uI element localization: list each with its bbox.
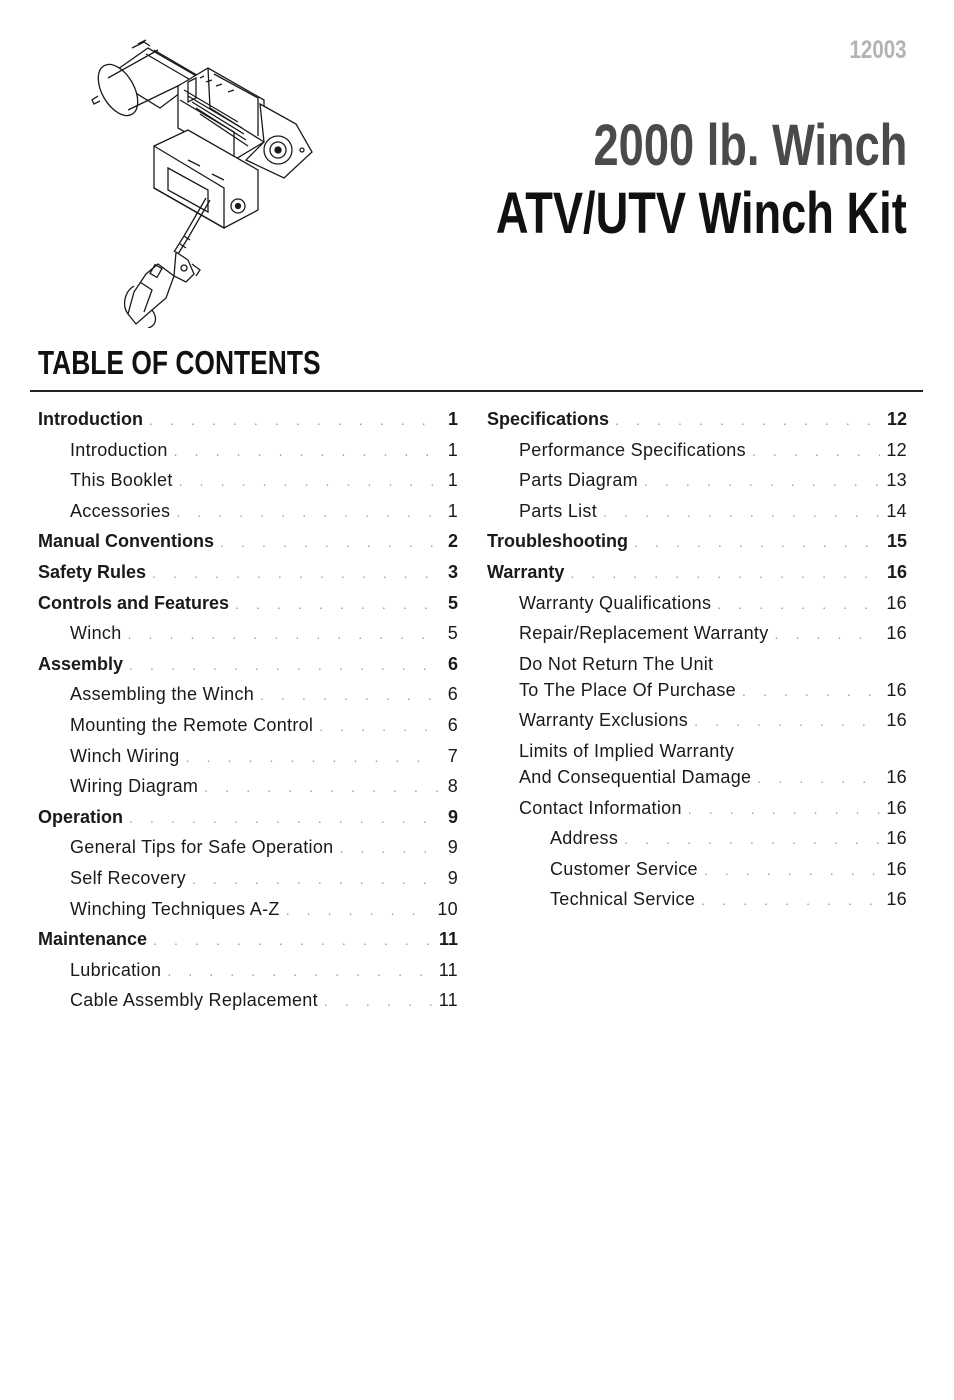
toc-dot-leader	[701, 892, 880, 908]
toc-page-number: 2	[447, 531, 458, 552]
toc-entry-label: Warranty	[487, 561, 565, 582]
toc-right-column	[487, 409, 907, 920]
toc-section-link[interactable]	[487, 562, 907, 593]
product-title: 2000 lb. Winch	[593, 113, 907, 178]
toc-subsection-link[interactable]	[38, 684, 458, 715]
toc-page-number: 1	[447, 439, 458, 460]
toc-subsection-link[interactable]	[38, 470, 458, 501]
toc-entry-label: Assembly	[38, 653, 124, 674]
toc-entry-label: Controls and Features	[38, 592, 230, 613]
toc-section-link[interactable]	[38, 593, 458, 624]
toc-section-link[interactable]	[38, 807, 458, 838]
toc-entry-label: To The Place Of Purchase	[519, 679, 736, 700]
toc-subsection-link[interactable]	[38, 501, 458, 532]
toc-page-number: 6	[447, 684, 458, 705]
toc-dot-leader	[204, 779, 438, 795]
toc-subsection-link[interactable]	[487, 828, 907, 859]
toc-page-number: 7	[447, 745, 458, 766]
toc-subsection-link[interactable]	[38, 837, 458, 868]
toc-page-number: 12	[886, 439, 907, 460]
toc-page-number: 16	[886, 561, 907, 582]
toc-page-number: 11	[438, 959, 458, 980]
toc-dot-leader	[235, 596, 438, 612]
toc-entry-label: And Consequential Damage	[519, 766, 752, 787]
toc-dot-leader	[174, 443, 438, 459]
toc-page-number: 1	[447, 409, 458, 429]
toc-entry-label: Introduction	[70, 439, 168, 460]
toc-dot-leader	[694, 713, 880, 729]
toc-dot-leader	[167, 963, 432, 979]
toc-page-number: 1	[447, 500, 458, 521]
toc-page-number: 9	[447, 867, 458, 888]
toc-page-number: 15	[886, 531, 907, 552]
product-subtitle: ATV/UTV Winch Kit	[496, 181, 907, 246]
toc-entry-label: Operation	[38, 806, 124, 827]
toc-section-link[interactable]	[38, 409, 458, 440]
toc-page-number: 16	[886, 592, 907, 613]
toc-subsection-link[interactable]	[487, 710, 907, 741]
toc-page-number: 12	[886, 409, 907, 429]
toc-entry-label: Parts List	[519, 500, 598, 521]
toc-dot-leader	[615, 412, 881, 428]
toc-dot-leader	[570, 565, 881, 581]
toc-dot-leader	[752, 443, 880, 459]
toc-entry-label: Parts Diagram	[519, 470, 638, 491]
winch-illustration	[88, 38, 320, 328]
toc-section-link[interactable]	[38, 929, 458, 960]
toc-subsection-link[interactable]	[38, 715, 458, 746]
toc-entry-label: Repair/Replacement Warranty	[519, 623, 769, 644]
toc-entry-label: Troubleshooting	[487, 531, 628, 552]
toc-subsection-link[interactable]	[38, 868, 458, 899]
toc-dot-leader	[153, 932, 433, 948]
toc-page-number: 16	[886, 828, 907, 849]
toc-page-number: 6	[447, 653, 458, 674]
toc-entry-label: Winching Techniques A-Z	[70, 898, 280, 919]
toc-page-number: 14	[886, 500, 907, 521]
toc-dot-leader	[220, 534, 438, 550]
toc-page-number: 1	[447, 470, 458, 491]
toc-dot-leader	[339, 840, 438, 856]
toc-subsection-link[interactable]	[487, 889, 907, 920]
toc-entry-label: Specifications	[487, 409, 610, 429]
toc-dot-leader	[186, 749, 438, 765]
toc-dot-leader	[603, 504, 880, 520]
toc-dot-leader	[742, 683, 880, 699]
toc-entry-label: Manual Conventions	[38, 531, 215, 552]
toc-entry-label: This Booklet	[70, 470, 173, 491]
toc-entry-label: Self Recovery	[70, 867, 186, 888]
toc-page-number: 16	[886, 889, 907, 910]
toc-left-column	[38, 409, 458, 1021]
toc-page-number: 16	[886, 623, 907, 644]
toc-page-number: 9	[447, 837, 458, 858]
toc-entry-label: General Tips for Safe Operation	[70, 837, 334, 858]
toc-dot-leader	[192, 871, 438, 887]
toc-subsection-link[interactable]	[487, 741, 907, 767]
toc-dot-leader	[688, 801, 881, 817]
toc-page-number: 16	[886, 797, 907, 818]
toc-page-number: 10	[437, 898, 458, 919]
toc-dot-leader	[149, 412, 438, 428]
toc-dot-leader	[176, 504, 438, 520]
toc-entry-label: Winch	[70, 623, 122, 644]
toc-subsection-link[interactable]	[38, 960, 458, 991]
toc-section-link[interactable]	[38, 654, 458, 685]
toc-dot-leader	[179, 473, 438, 489]
toc-subsection-link[interactable]	[487, 470, 907, 501]
toc-page-number: 16	[886, 710, 907, 731]
toc-page-number: 11	[438, 990, 458, 1011]
toc-section-link[interactable]	[38, 531, 458, 562]
model-number: 12003	[849, 36, 907, 64]
toc-subsection-link[interactable]	[38, 990, 458, 1021]
winch-hook-drawing	[125, 252, 200, 328]
toc-subsection-link[interactable]	[38, 440, 458, 471]
toc-subsection-link[interactable]	[38, 623, 458, 654]
toc-section-link[interactable]	[487, 531, 907, 562]
toc-page-number: 13	[886, 470, 907, 491]
toc-entry-label: Lubrication	[70, 959, 162, 980]
toc-entry-label: Introduction	[38, 409, 143, 429]
toc-dot-leader	[717, 596, 880, 612]
toc-divider	[30, 390, 923, 392]
toc-page-number: 3	[447, 561, 458, 582]
toc-entry-label: Warranty Exclusions	[519, 710, 689, 731]
toc-entry-label: Cable Assembly Replacement	[70, 990, 318, 1011]
toc-dot-leader	[644, 473, 880, 489]
toc-entry-label: Wiring Diagram	[70, 776, 199, 797]
toc-page-number: 11	[438, 929, 458, 950]
toc-entry-label: Performance Specifications	[519, 439, 746, 460]
toc-page-number: 8	[447, 776, 458, 797]
toc-entry-label: Do Not Return The Unit	[519, 653, 714, 674]
toc-dot-leader	[129, 657, 438, 673]
toc-subsection-link[interactable]	[487, 767, 907, 798]
toc-entry-label: Assembling the Winch	[70, 684, 255, 705]
toc-subsection-link[interactable]	[38, 776, 458, 807]
toc-page-number: 16	[886, 858, 907, 879]
toc-page-number: 9	[447, 806, 458, 827]
toc-section-link[interactable]	[38, 562, 458, 593]
toc-subsection-link[interactable]	[487, 623, 907, 654]
toc-dot-leader	[286, 902, 432, 918]
toc-dot-leader	[128, 626, 438, 642]
toc-page-number: 6	[447, 714, 458, 735]
toc-subsection-link[interactable]	[487, 680, 907, 711]
toc-page-number: 16	[886, 679, 907, 700]
toc-page-number: 5	[447, 592, 458, 613]
toc-subsection-link[interactable]	[487, 501, 907, 532]
toc-heading: TABLE OF CONTENTS	[38, 344, 321, 381]
toc-page-number: 5	[447, 623, 458, 644]
toc-subsection-link[interactable]	[487, 859, 907, 890]
toc-entry-label: Safety Rules	[38, 561, 147, 582]
toc-dot-leader	[260, 687, 438, 703]
toc-subsection-link[interactable]	[487, 654, 907, 680]
toc-entry-label: Warranty Qualifications	[519, 592, 712, 613]
toc-dot-leader	[324, 993, 433, 1009]
toc-dot-leader	[152, 565, 438, 581]
toc-dot-leader	[624, 831, 880, 847]
toc-dot-leader	[319, 718, 438, 734]
toc-dot-leader	[634, 534, 881, 550]
toc-entry-label: Mounting the Remote Control	[70, 714, 314, 735]
toc-entry-label: Accessories	[70, 500, 171, 521]
toc-dot-leader	[129, 810, 438, 826]
toc-dot-leader	[704, 862, 881, 878]
toc-subsection-link[interactable]	[38, 746, 458, 777]
toc-subsection-link[interactable]	[487, 440, 907, 471]
toc-page-number: 16	[886, 766, 907, 787]
toc-dot-leader	[757, 770, 880, 786]
toc-dot-leader	[775, 626, 881, 642]
toc-entry-label: Maintenance	[38, 929, 148, 950]
toc-entry-label: Contact Information	[519, 797, 682, 818]
toc-entry-label: Customer Service	[550, 858, 698, 879]
toc-entry-label: Limits of Implied Warranty	[519, 740, 735, 761]
toc-entry-label: Technical Service	[550, 889, 696, 910]
toc-section-link[interactable]	[487, 409, 907, 440]
toc-entry-label: Winch Wiring	[70, 745, 180, 766]
toc-subsection-link[interactable]	[487, 798, 907, 829]
toc-subsection-link[interactable]	[487, 593, 907, 624]
toc-entry-label: Address	[550, 828, 619, 849]
toc-subsection-link[interactable]	[38, 899, 458, 930]
